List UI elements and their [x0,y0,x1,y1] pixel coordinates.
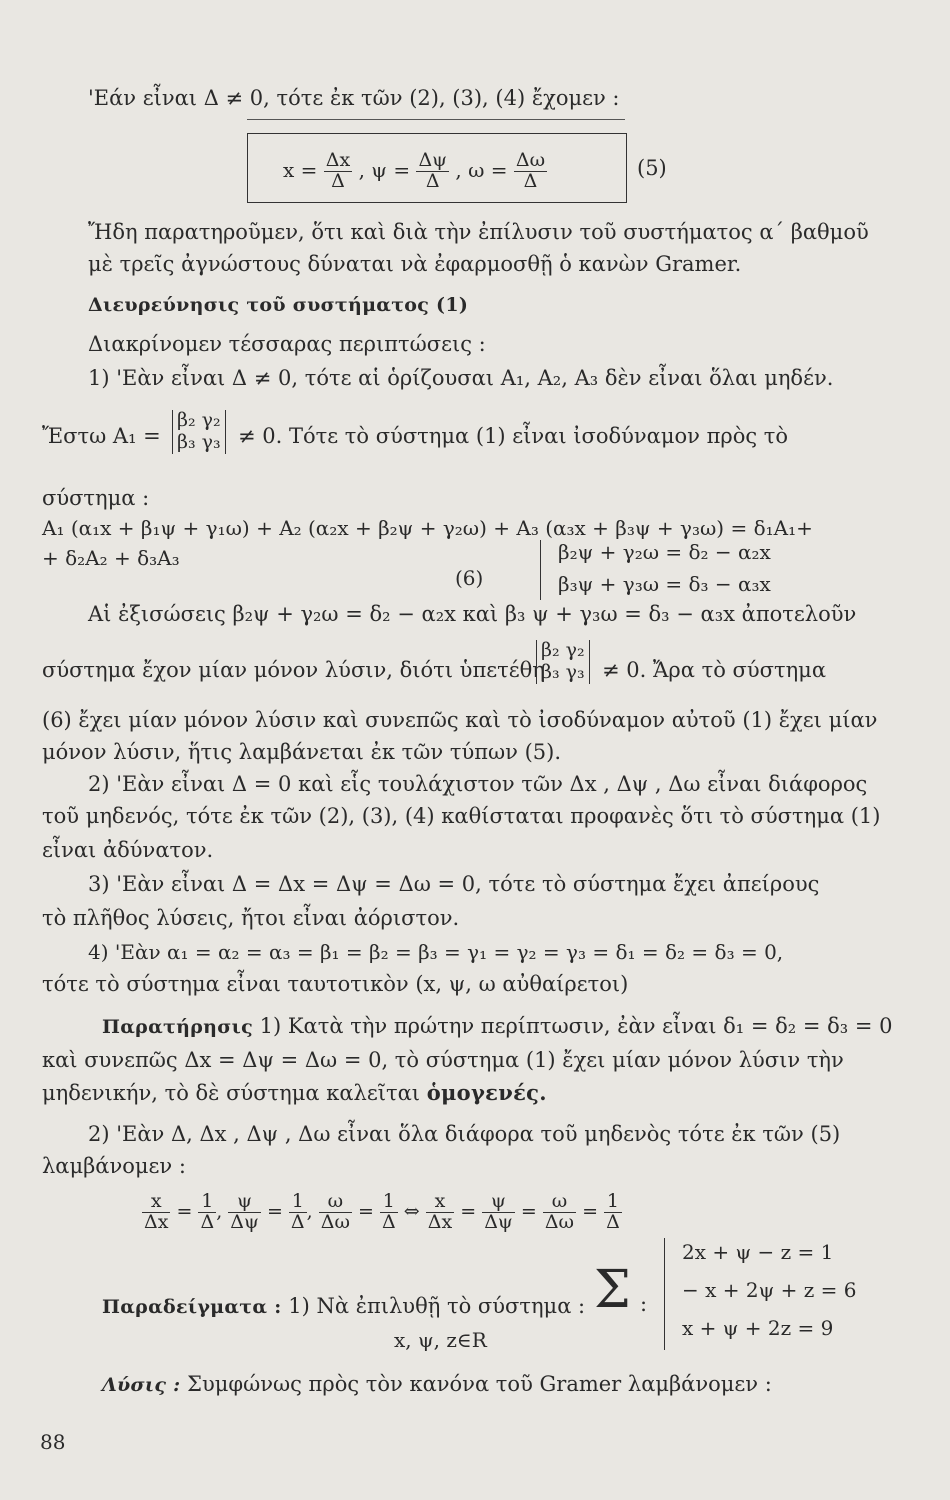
text-line: τότε τὸ σύστημα εἶναι ταυτοτικὸν (x, ψ, ω αὐθαίρετοι) [42,972,629,996]
text-line: Ἔστω A₁ = [42,424,161,448]
fraction [482,1192,515,1233]
det-row: β₃ γ₃ [541,660,585,683]
fraction [319,1192,352,1233]
fraction [198,1192,216,1233]
numerator: 1 [289,1192,307,1213]
text-line [42,1082,547,1104]
formula-x-label: x = [283,157,318,182]
equals-sign: = [582,1200,599,1223]
denominator: Δω [544,1210,575,1233]
det-row: β₂ γ₂ [541,639,585,661]
text-line: σύστημα ἔχον μίαν μόνον λύσιν, διότι ὑπετέθη [42,658,545,682]
comma: , [306,1200,313,1223]
equals-sign: = [176,1200,193,1223]
iff-arrow: ⇔ [403,1200,420,1223]
fraction-domega [514,151,547,192]
numerator: 1 [380,1192,398,1213]
remark-line [102,1016,893,1037]
numerator: Δω [515,149,546,171]
det-row: β₂ γ₂ [177,409,221,431]
denominator: Δ [425,169,440,192]
box-top-rule [247,119,625,120]
fraction [426,1192,454,1233]
determinant-a1 [172,410,226,454]
denominator: Δψ [230,1210,259,1233]
text-line: 4) 'Εὰν α₁ = α₂ = α₃ = β₁ = β₂ = β₃ = γ₁ = γ₂ = γ₃ = δ₁ = δ₂ = δ₃ = 0, [88,940,784,964]
text-line: 'Εάν εἶναι Δ ≠ 0, τότε ἐκ τῶν (2), (3), (4) ἔχομεν : [88,86,620,110]
text-line: Αἱ ἐξισώσεις β₂ψ + γ₂ω = δ₂ − α₂x καὶ β₃ ψ + γ₃ω = δ₃ − α₃x ἀποτελοῦν [88,602,857,626]
formula-five [283,151,547,192]
example-label: Παραδείγματα : [102,1296,282,1318]
denominator: Δx [427,1210,453,1233]
text-line: τὸ πλῆθος λύσεις, ἤτοι εἶναι ἀόριστον. [42,906,460,930]
numerator: ψ [482,1192,515,1213]
comma: , [216,1200,223,1223]
equals-sign: = [460,1200,477,1223]
example-vars: x, ψ, z∈R [394,1328,487,1352]
denominator: Δ [381,1210,396,1233]
numerator: 1 [604,1192,622,1213]
sigma-symbol: Σ [594,1260,631,1320]
example-text: 1) Νὰ ἐπιλυθῇ τὸ σύστημα : [288,1294,586,1318]
solution-line [102,1374,772,1395]
text-line: ≠ 0. Ἄρα τὸ σύστημα [602,658,826,682]
denominator: Δω [320,1210,350,1233]
numerator: x [142,1192,170,1213]
text-line: λαμβάνομεν : [42,1154,186,1178]
remark-label: Παρατήρησις [102,1016,253,1038]
numerator: ω [543,1192,576,1213]
system-brace [540,540,541,600]
text-line: μόνον λύσιν, ἥτις λαμβάνεται ἐκ τῶν τύπων (5). [42,740,562,764]
fraction-identity [142,1192,622,1233]
formula-psi-label: , ψ = [358,157,411,182]
colon: : [640,1292,648,1316]
text-line: Ἤδη παρατηροῦμεν, ὅτι καὶ διὰ τὴν ἐπίλυσιν τοῦ συστήματος α΄ βαθμοῦ [88,220,869,244]
text-line: A₁ (α₁x + β₁ψ + γ₁ω) + A₂ (α₂x + β₂ψ + γ₂ω) + A₃ (α₃x + β₃ψ + γ₃ω) = δ₁A₁+ [42,516,813,540]
text-line: 2) 'Εὰν εἶναι Δ = 0 καὶ εἷς τουλάχιστον τῶν Δx , Δψ , Δω εἶναι διάφορος [88,772,868,796]
equals-sign: = [358,1200,374,1223]
fraction [228,1192,261,1233]
remark-text: 1) Κατὰ τὴν πρώτην περίπτωσιν, ἐὰν εἶναι δ₁ = δ₂ = δ₃ = 0 [259,1014,893,1038]
fraction [380,1192,398,1233]
term-homogeneous: ὁμογενές. [426,1080,547,1105]
denominator: Δ [200,1210,215,1233]
fraction-dpsi [416,151,449,192]
det-row: β₃ γ₃ [177,430,221,453]
system-6-eq1: β₂ψ + γ₂ω = δ₂ − α₂x [558,540,771,564]
fraction [289,1192,307,1233]
denominator: Δ [331,169,345,192]
numerator: ω [319,1192,352,1213]
fraction [142,1192,170,1233]
text-line: 1) 'Εὰν εἶναι Δ ≠ 0, τότε αἱ ὁρίζουσαι A₁, A₂, A₃ δὲν εἶναι ὅλαι μηδέν. [88,366,834,390]
text-line: 2) 'Εὰν Δ, Δx , Δψ , Δω εἶναι ὅλα διάφορα τοῦ μηδενὸς τότε ἐκ τῶν (5) [88,1122,841,1146]
fraction-dx [324,151,352,192]
equation-number-5: (5) [637,156,667,180]
text-line: τοῦ μηδενός, τότε ἐκ τῶν (2), (3), (4) καθίσταται προφανὲς ὅτι τὸ σύστημα (1) [42,804,881,828]
numerator: Δx [325,149,351,171]
system-6-eq2: β₃ψ + γ₃ω = δ₃ − α₃x [558,572,771,596]
text-line: εἶναι ἀδύνατον. [42,838,214,862]
section-heading: Διευρεύνησις τοῦ συστήματος (1) [88,294,469,316]
text-line: (6) ἔχει μίαν μόνον λύσιν καὶ συνεπῶς καὶ τὸ ἰσοδύναμον αὐτοῦ (1) ἔχει μίαν [42,708,878,732]
denominator: Δ [606,1210,620,1233]
page-number: 88 [40,1430,66,1454]
text-line: Διακρίνομεν τέσσαρας περιπτώσεις : [88,332,486,356]
equation-number-6: (6) [455,566,484,590]
text-line: καὶ συνεπῶς Δx = Δψ = Δω = 0, τὸ σύστημα (1) ἔχει μίαν μόνον λύσιν τὴν [42,1048,844,1072]
example-eq2: − x + 2ψ + z = 6 [682,1278,857,1302]
denominator: Δψ [484,1210,513,1233]
fraction [543,1192,576,1233]
example-line [102,1296,585,1317]
example-eq3: x + ψ + 2z = 9 [682,1316,834,1340]
denominator: Δ [290,1210,305,1233]
text-span: μηδενικήν, τὸ δὲ σύστημα καλεῖται [42,1081,420,1105]
solution-label: Λύσις : [102,1374,181,1396]
numerator: 1 [198,1192,216,1213]
determinant-2 [536,640,590,684]
text-line: ≠ 0. Τότε τὸ σύστημα (1) εἶναι ἰσοδύναμον πρὸς τὸ [238,424,789,448]
denominator: Δ [523,169,538,192]
denominator: Δx [144,1210,169,1233]
numerator: Δψ [418,149,448,171]
numerator: x [426,1192,454,1213]
text-line: μὲ τρεῖς ἀγνώστους δύναται νὰ ἐφαρμοσθῇ ὁ κανὼν Gramer. [88,252,742,276]
formula-omega-label: , ω = [455,157,508,182]
system-bar [664,1238,665,1350]
numerator: ψ [228,1192,261,1213]
solution-text: Συμφώνως πρὸς τὸν κανόνα τοῦ Gramer λαμβάνομεν : [187,1372,772,1396]
text-line: + δ₂A₂ + δ₃A₃ [42,546,180,570]
text-line: 3) 'Εὰν εἶναι Δ = Δx = Δψ = Δω = 0, τότε τὸ σύστημα ἔχει ἀπείρους [88,872,820,896]
example-eq1: 2x + ψ − z = 1 [682,1240,834,1264]
equals-sign: = [520,1200,537,1223]
text-line: σύστημα : [42,486,150,510]
fraction [604,1192,622,1233]
equals-sign: = [266,1200,283,1223]
